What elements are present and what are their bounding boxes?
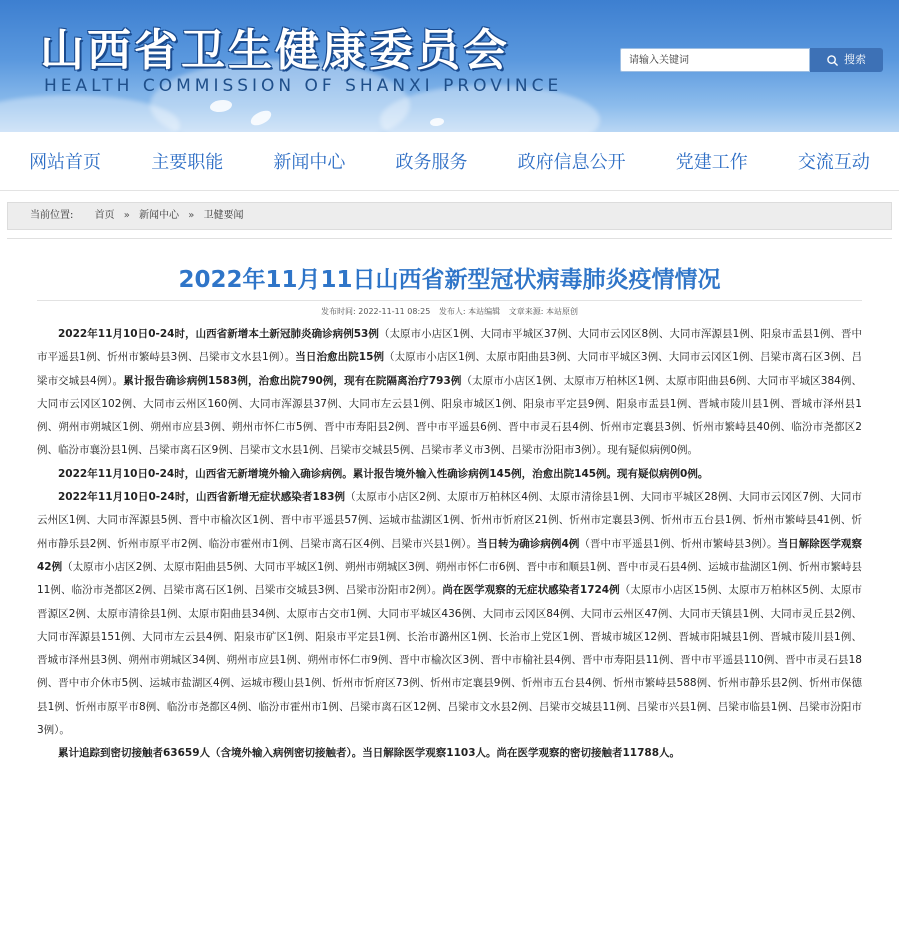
site-banner [0, 0, 899, 132]
highlight-text: 当日治愈出院15例 [295, 351, 385, 364]
breadcrumb-home[interactable]: 首页 [94, 210, 115, 221]
search-icon [827, 55, 838, 66]
body-text: （太原市小店区1例、太原市阳曲县3例、大同市平城区3例、大同市云冈区1例、吕梁市离石区3例、吕梁市交城县4例）。 [37, 351, 862, 387]
article-body [37, 323, 862, 766]
body-text: （太原市小店区2例、太原市万柏林区4例、太原市清徐县1例、大同市平城区28例、大同市云冈区7例、大同市云州区1例、大同市浑源县5例、晋中市榆次区1例、晋中市平遥县57例、运城市盐湖区1例、忻州市忻府区21例、忻州市定襄县3例、忻州市五台县1例、忻州市繁峙县41例、忻州市静乐县2例、忻州市原平市2例、临汾市霍州市1例、吕梁市离石区4例、吕梁市兴县1例）。 [37, 491, 862, 550]
breadcrumb-label: 当前位置: [30, 210, 74, 221]
nav-item-gov-info[interactable]: 政府信息公开 [517, 152, 626, 173]
body-text: （太原市小店区1例、太原市万柏林区1例、太原市阳曲县6例、大同市平城区384例、大同市云冈区102例、大同市云州区160例、大同市浑源县37例、大同市左云县1例、阳泉市城区1例、阳泉市平定县9例、阳泉市盂县1例、晋城市陵川县1例、晋城市泽州县1例、朔州市朔城区1例、朔州市应县3例、朔州市怀仁市5例、晋中市寿阳县2例、晋中市平遥县6例、晋中市灵石县4例、忻州市定襄县3例、忻州市繁峙县40例、临汾市尧都区2例、临汾市襄汾县1例、吕梁市离石区9例、吕梁市文水县1例、吕梁市交城县5例、吕梁市孝义市3例、吕梁市汾阳市3例）。现有疑似病例0例。 [37, 374, 862, 457]
nav-item-interaction[interactable]: 交流互动 [797, 152, 870, 173]
publisher: 发布人: 本站编辑 [438, 307, 501, 316]
nav-item-news[interactable]: 新闻中心 [273, 152, 346, 173]
body-text: （太原市小店区2例、太原市阳曲县5例、大同市平城区1例、朔州市朔城区3例、朔州市怀仁市6例、晋中市和顺县1例、晋中市灵石县4例、运城市盐湖区1例、忻州市繁峙县11例、临汾市尧都区2例、吕梁市离石区1例、吕梁市交城县3例、吕梁市汾阳市2例）。 [37, 560, 862, 597]
site-title: 山西省卫生健康委员会 [40, 25, 510, 76]
highlight-text: 尚在医学观察的无症状感染者1724例 [442, 584, 620, 597]
highlight-text: 2022年11月10日0-24时，山西省新增本土新冠肺炎确诊病例53例 [58, 328, 379, 340]
body-text: （太原市小店区15例、太原市万柏林区5例、太原市晋源区2例、太原市清徐县1例、太原市阳曲县34例、太原市古交市1例、大同市平城区436例、大同市云冈区84例、大同市云州区47例、大同市天镇县1例、大同市灵丘县2例、大同市浑源县151例、大同市左云县4例、阳泉市矿区1例、阳泉市平定县1例、长治市潞州区1例、长治市上党区1例、晋城市城区12例、晋城市阳城县1例、晋城市陵川县1例、晋城市泽州县3例、朔州市朔城区34例、朔州市应县1例、朔州市怀仁市9例、晋中市榆次区3例、晋中市榆社县4例、晋中市寿阳县11例、晋中市平遥县110例、晋中市灵石县18例、晋中市介休市5例、运城市盐湖区4例、运城市稷山县1例、忻州市忻府区73例、忻州市定襄县9例、忻州市五台县4例、忻州市繁峙县588例、忻州市静乐县2例、忻州市保德县1例、忻州市原平市8例、临汾市尧都区4例、临汾市霍州市1例、吕梁市离石区12例、吕梁市文水县2例、吕梁市交城县11例、吕梁市兴县1例、吕梁市临县1例、吕梁市汾阳市3例）。 [37, 584, 862, 737]
article-title: 2022年11月11日山西省新型冠状病毒肺炎疫情情况 [178, 267, 721, 293]
breadcrumb-health-news[interactable]: 卫健要闻 [203, 210, 244, 221]
highlight-text: 当日转为确诊病例4例 [477, 537, 580, 550]
paragraph [37, 323, 862, 463]
breadcrumb [7, 202, 892, 230]
body-text: （太原市小店区1例、大同市平城区37例、大同市云冈区8例、大同市浑源县1例、阳泉市盂县1例、晋中市平遥县1例、忻州市繁峙县3例、吕梁市文水县1例）。 [37, 328, 862, 364]
article-meta [37, 300, 862, 317]
nav-item-services[interactable]: 政务服务 [395, 152, 468, 173]
highlight-text: 2022年11月10日0-24时，山西省新增无症状感染者183例 [58, 491, 346, 504]
highlight-text: 累计报告确诊病例1583例，治愈出院790例，现有在院隔离治疗793例 [123, 374, 462, 387]
search-button-label: 搜索 [844, 53, 866, 66]
nav-item-party[interactable]: 党建工作 [675, 152, 748, 173]
highlight-text: 2022年11月10日0-24时，山西省无新增境外输入确诊病例。累计报告境外输入性确诊病例145例，治愈出院145例。现有疑似病例0例。 [58, 467, 709, 480]
highlight-text: 当日解除医学观察42例 [37, 537, 862, 573]
article [7, 238, 892, 766]
body-text: （晋中市平遥县1例、忻州市繁峙县3例）。 [579, 537, 778, 550]
breadcrumb-separator: » [123, 210, 130, 221]
article-source: 文章来源: 本站原创 [508, 307, 578, 316]
nav-item-home[interactable]: 网站首页 [29, 152, 102, 173]
breadcrumb-news[interactable]: 新闻中心 [139, 210, 180, 221]
search-button[interactable] [810, 48, 883, 72]
search-input[interactable]: 请输入关键词 [620, 48, 810, 72]
paragraph [37, 463, 862, 486]
highlight-text: 累计追踪到密切接触者63659人（含境外输入病例密切接触者）。当日解除医学观察1103人。尚在医学观察的密切接触者11788人。 [58, 747, 681, 760]
site-subtitle: HEALTH COMMISSION OF SHANXI PROVINCE [44, 76, 563, 96]
paragraph [37, 486, 862, 742]
publish-time: 发布时间: 2022-11-11 08:25 [321, 307, 431, 316]
breadcrumb-separator: » [188, 210, 195, 221]
main-nav [0, 132, 899, 191]
nav-item-functions[interactable]: 主要职能 [151, 152, 224, 173]
paragraph [37, 742, 862, 765]
